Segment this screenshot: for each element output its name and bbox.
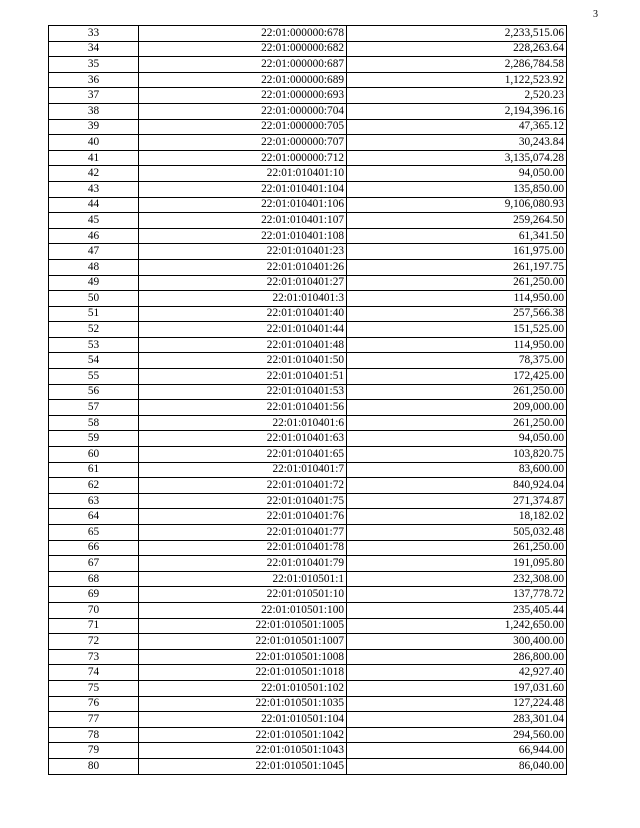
table-row bbox=[49, 400, 567, 416]
cadastral-number-cell: 22:01:010401:6 bbox=[139, 415, 347, 431]
cadastral-number-cell: 22:01:010401:26 bbox=[139, 259, 347, 275]
value-cell: 66,944.00 bbox=[347, 743, 567, 759]
value-cell: 505,032.48 bbox=[347, 525, 567, 541]
row-number-cell: 79 bbox=[49, 743, 139, 759]
value-cell: 228,263.64 bbox=[347, 41, 567, 57]
table-row bbox=[49, 244, 567, 260]
value-cell: 30,243.84 bbox=[347, 135, 567, 151]
value-cell: 1,122,523.92 bbox=[347, 72, 567, 88]
value-cell: 161,975.00 bbox=[347, 244, 567, 260]
row-number-cell: 41 bbox=[49, 150, 139, 166]
cadastral-number-cell: 22:01:010501:1 bbox=[139, 571, 347, 587]
value-cell: 232,308.00 bbox=[347, 571, 567, 587]
table-row bbox=[49, 587, 567, 603]
value-cell: 271,374.87 bbox=[347, 493, 567, 509]
table-row bbox=[49, 384, 567, 400]
table-row bbox=[49, 525, 567, 541]
table-row bbox=[49, 275, 567, 291]
cadastral-number-cell: 22:01:010401:78 bbox=[139, 540, 347, 556]
cadastral-number-cell: 22:01:010401:48 bbox=[139, 337, 347, 353]
cadastral-number-cell: 22:01:010401:27 bbox=[139, 275, 347, 291]
cadastral-number-cell: 22:01:010501:10 bbox=[139, 587, 347, 603]
value-cell: 2,520.23 bbox=[347, 88, 567, 104]
value-cell: 283,301.04 bbox=[347, 712, 567, 728]
value-cell: 300,400.00 bbox=[347, 634, 567, 650]
value-cell: 3,135,074.28 bbox=[347, 150, 567, 166]
row-number-cell: 53 bbox=[49, 337, 139, 353]
table-row bbox=[49, 88, 567, 104]
value-cell: 191,095.80 bbox=[347, 556, 567, 572]
row-number-cell: 39 bbox=[49, 119, 139, 135]
row-number-cell: 46 bbox=[49, 228, 139, 244]
value-cell: 103,820.75 bbox=[347, 447, 567, 463]
value-cell: 2,194,396.16 bbox=[347, 103, 567, 119]
table-row bbox=[49, 571, 567, 587]
row-number-cell: 35 bbox=[49, 57, 139, 73]
cadastral-number-cell: 22:01:010501:100 bbox=[139, 602, 347, 618]
table-row bbox=[49, 712, 567, 728]
value-cell: 261,197.75 bbox=[347, 259, 567, 275]
table-row bbox=[49, 291, 567, 307]
value-cell: 47,365.12 bbox=[347, 119, 567, 135]
cadastral-number-cell: 22:01:010501:1008 bbox=[139, 649, 347, 665]
cadastral-number-cell: 22:01:010501:1042 bbox=[139, 727, 347, 743]
cadastral-number-cell: 22:01:010401:107 bbox=[139, 213, 347, 229]
value-cell: 209,000.00 bbox=[347, 400, 567, 416]
table-row bbox=[49, 150, 567, 166]
cadastral-number-cell: 22:01:000000:687 bbox=[139, 57, 347, 73]
cadastral-number-cell: 22:01:010501:1043 bbox=[139, 743, 347, 759]
cadastral-number-cell: 22:01:000000:693 bbox=[139, 88, 347, 104]
row-number-cell: 69 bbox=[49, 587, 139, 603]
cadastral-number-cell: 22:01:010401:63 bbox=[139, 431, 347, 447]
cadastral-number-cell: 22:01:000000:678 bbox=[139, 26, 347, 42]
row-number-cell: 66 bbox=[49, 540, 139, 556]
table-row bbox=[49, 181, 567, 197]
value-cell: 261,250.00 bbox=[347, 384, 567, 400]
cadastral-number-cell: 22:01:010401:51 bbox=[139, 369, 347, 385]
value-cell: 94,050.00 bbox=[347, 166, 567, 182]
row-number-cell: 50 bbox=[49, 291, 139, 307]
row-number-cell: 70 bbox=[49, 602, 139, 618]
row-number-cell: 62 bbox=[49, 478, 139, 494]
row-number-cell: 47 bbox=[49, 244, 139, 260]
table-row bbox=[49, 306, 567, 322]
row-number-cell: 71 bbox=[49, 618, 139, 634]
value-cell: 137,778.72 bbox=[347, 587, 567, 603]
row-number-cell: 37 bbox=[49, 88, 139, 104]
row-number-cell: 76 bbox=[49, 696, 139, 712]
cadastral-number-cell: 22:01:010401:7 bbox=[139, 462, 347, 478]
cadastral-number-cell: 22:01:000000:707 bbox=[139, 135, 347, 151]
value-cell: 197,031.60 bbox=[347, 680, 567, 696]
table-row bbox=[49, 493, 567, 509]
row-number-cell: 42 bbox=[49, 166, 139, 182]
row-number-cell: 45 bbox=[49, 213, 139, 229]
value-cell: 127,224.48 bbox=[347, 696, 567, 712]
cadastral-number-cell: 22:01:010501:1035 bbox=[139, 696, 347, 712]
table-row bbox=[49, 649, 567, 665]
cadastral-number-cell: 22:01:010401:75 bbox=[139, 493, 347, 509]
value-cell: 135,850.00 bbox=[347, 181, 567, 197]
table-row bbox=[49, 72, 567, 88]
row-number-cell: 67 bbox=[49, 556, 139, 572]
row-number-cell: 77 bbox=[49, 712, 139, 728]
row-number-cell: 51 bbox=[49, 306, 139, 322]
row-number-cell: 40 bbox=[49, 135, 139, 151]
table-row bbox=[49, 322, 567, 338]
value-cell: 2,286,784.58 bbox=[347, 57, 567, 73]
cadastral-number-cell: 22:01:010501:1045 bbox=[139, 758, 347, 774]
cadastral-number-cell: 22:01:010501:102 bbox=[139, 680, 347, 696]
row-number-cell: 65 bbox=[49, 525, 139, 541]
row-number-cell: 49 bbox=[49, 275, 139, 291]
value-cell: 2,233,515.06 bbox=[347, 26, 567, 42]
table-row bbox=[49, 431, 567, 447]
table-row bbox=[49, 369, 567, 385]
value-cell: 151,525.00 bbox=[347, 322, 567, 338]
row-number-cell: 48 bbox=[49, 259, 139, 275]
table-row bbox=[49, 26, 567, 42]
row-number-cell: 60 bbox=[49, 447, 139, 463]
cadastral-number-cell: 22:01:010501:1007 bbox=[139, 634, 347, 650]
row-number-cell: 56 bbox=[49, 384, 139, 400]
value-cell: 114,950.00 bbox=[347, 337, 567, 353]
page-number: 3 bbox=[593, 9, 598, 20]
value-cell: 259,264.50 bbox=[347, 213, 567, 229]
cadastral-number-cell: 22:01:010401:23 bbox=[139, 244, 347, 260]
cadastral-number-cell: 22:01:010401:10 bbox=[139, 166, 347, 182]
cadastral-number-cell: 22:01:000000:705 bbox=[139, 119, 347, 135]
value-cell: 83,600.00 bbox=[347, 462, 567, 478]
value-cell: 61,341.50 bbox=[347, 228, 567, 244]
row-number-cell: 55 bbox=[49, 369, 139, 385]
row-number-cell: 68 bbox=[49, 571, 139, 587]
table-row bbox=[49, 634, 567, 650]
cadastral-number-cell: 22:01:010401:72 bbox=[139, 478, 347, 494]
row-number-cell: 59 bbox=[49, 431, 139, 447]
cadastral-number-cell: 22:01:000000:712 bbox=[139, 150, 347, 166]
table-row bbox=[49, 618, 567, 634]
cadastral-number-cell: 22:01:010401:3 bbox=[139, 291, 347, 307]
cadastral-number-cell: 22:01:010401:106 bbox=[139, 197, 347, 213]
row-number-cell: 63 bbox=[49, 493, 139, 509]
table-row bbox=[49, 353, 567, 369]
table-row bbox=[49, 337, 567, 353]
cadastral-number-cell: 22:01:010501:1005 bbox=[139, 618, 347, 634]
row-number-cell: 33 bbox=[49, 26, 139, 42]
cadastral-number-cell: 22:01:010401:65 bbox=[139, 447, 347, 463]
row-number-cell: 44 bbox=[49, 197, 139, 213]
table-row bbox=[49, 727, 567, 743]
cadastral-number-cell: 22:01:010401:50 bbox=[139, 353, 347, 369]
row-number-cell: 38 bbox=[49, 103, 139, 119]
table-row bbox=[49, 259, 567, 275]
value-cell: 78,375.00 bbox=[347, 353, 567, 369]
table-row bbox=[49, 462, 567, 478]
table-row bbox=[49, 213, 567, 229]
value-cell: 294,560.00 bbox=[347, 727, 567, 743]
row-number-cell: 43 bbox=[49, 181, 139, 197]
value-cell: 261,250.00 bbox=[347, 415, 567, 431]
value-cell: 235,405.44 bbox=[347, 602, 567, 618]
row-number-cell: 78 bbox=[49, 727, 139, 743]
row-number-cell: 75 bbox=[49, 680, 139, 696]
row-number-cell: 52 bbox=[49, 322, 139, 338]
table-row bbox=[49, 696, 567, 712]
row-number-cell: 74 bbox=[49, 665, 139, 681]
table-row bbox=[49, 758, 567, 774]
value-cell: 1,242,650.00 bbox=[347, 618, 567, 634]
row-number-cell: 36 bbox=[49, 72, 139, 88]
value-cell: 114,950.00 bbox=[347, 291, 567, 307]
table-row bbox=[49, 478, 567, 494]
cadastral-number-cell: 22:01:010501:104 bbox=[139, 712, 347, 728]
cadastral-number-cell: 22:01:010501:1018 bbox=[139, 665, 347, 681]
table-row bbox=[49, 103, 567, 119]
value-cell: 257,566.38 bbox=[347, 306, 567, 322]
cadastral-number-cell: 22:01:000000:682 bbox=[139, 41, 347, 57]
table-row bbox=[49, 415, 567, 431]
row-number-cell: 54 bbox=[49, 353, 139, 369]
table-row bbox=[49, 197, 567, 213]
value-cell: 286,800.00 bbox=[347, 649, 567, 665]
table-row bbox=[49, 135, 567, 151]
value-cell: 86,040.00 bbox=[347, 758, 567, 774]
cadastral-number-cell: 22:01:010401:40 bbox=[139, 306, 347, 322]
row-number-cell: 58 bbox=[49, 415, 139, 431]
row-number-cell: 34 bbox=[49, 41, 139, 57]
value-cell: 172,425.00 bbox=[347, 369, 567, 385]
table-row bbox=[49, 447, 567, 463]
value-cell: 261,250.00 bbox=[347, 540, 567, 556]
value-cell: 261,250.00 bbox=[347, 275, 567, 291]
cadastral-number-cell: 22:01:000000:704 bbox=[139, 103, 347, 119]
table-row bbox=[49, 119, 567, 135]
cadastral-number-cell: 22:01:010401:104 bbox=[139, 181, 347, 197]
value-cell: 94,050.00 bbox=[347, 431, 567, 447]
table-row bbox=[49, 743, 567, 759]
table-row bbox=[49, 602, 567, 618]
cadastral-number-cell: 22:01:010401:77 bbox=[139, 525, 347, 541]
table-row bbox=[49, 41, 567, 57]
table-body bbox=[49, 26, 567, 775]
value-cell: 18,182.02 bbox=[347, 509, 567, 525]
cadastral-number-cell: 22:01:010401:53 bbox=[139, 384, 347, 400]
row-number-cell: 80 bbox=[49, 758, 139, 774]
table-row bbox=[49, 57, 567, 73]
cadastral-number-cell: 22:01:010401:108 bbox=[139, 228, 347, 244]
table-row bbox=[49, 509, 567, 525]
row-number-cell: 57 bbox=[49, 400, 139, 416]
value-cell: 9,106,080.93 bbox=[347, 197, 567, 213]
value-cell: 42,927.40 bbox=[347, 665, 567, 681]
cadastral-number-cell: 22:01:000000:689 bbox=[139, 72, 347, 88]
cadastral-number-cell: 22:01:010401:76 bbox=[139, 509, 347, 525]
table-row bbox=[49, 556, 567, 572]
cadastral-number-cell: 22:01:010401:79 bbox=[139, 556, 347, 572]
cadastral-number-cell: 22:01:010401:56 bbox=[139, 400, 347, 416]
table-row bbox=[49, 540, 567, 556]
table-row bbox=[49, 228, 567, 244]
row-number-cell: 73 bbox=[49, 649, 139, 665]
value-cell: 840,924.04 bbox=[347, 478, 567, 494]
row-number-cell: 61 bbox=[49, 462, 139, 478]
cadastral-number-cell: 22:01:010401:44 bbox=[139, 322, 347, 338]
table-row bbox=[49, 680, 567, 696]
row-number-cell: 72 bbox=[49, 634, 139, 650]
cadastral-value-table bbox=[48, 25, 567, 775]
row-number-cell: 64 bbox=[49, 509, 139, 525]
table-row bbox=[49, 166, 567, 182]
table-row bbox=[49, 665, 567, 681]
